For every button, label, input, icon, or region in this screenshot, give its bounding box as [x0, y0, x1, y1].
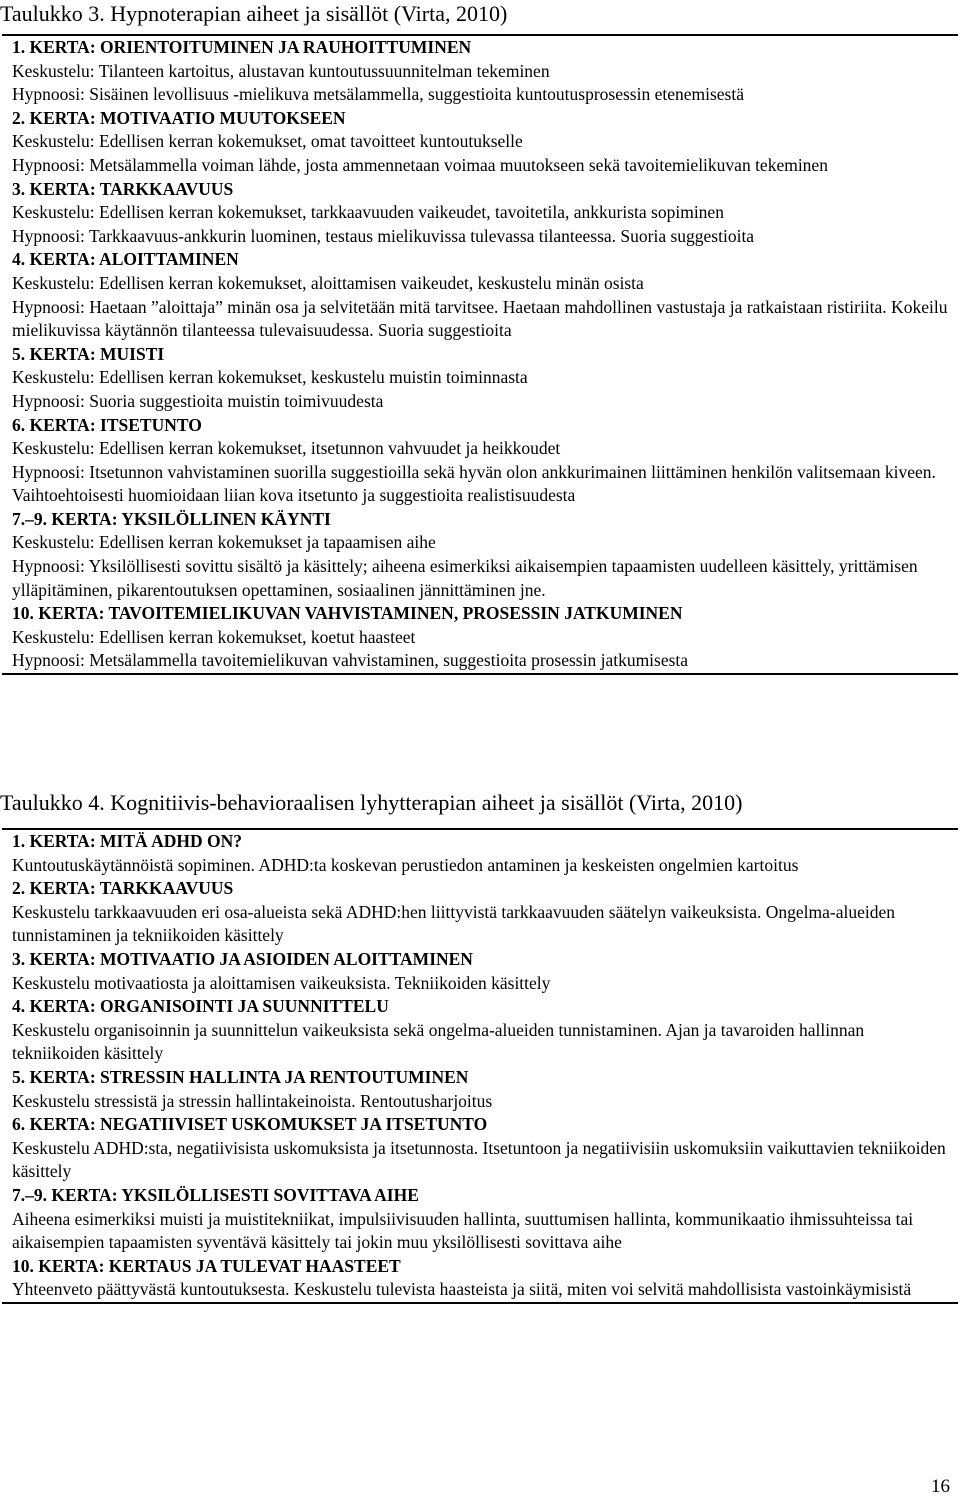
section-title: 4. KERTA: ALOITTAMINEN: [12, 249, 239, 270]
section-line: Keskustelu: Edellisen kerran kokemukset, koetut haasteet: [12, 626, 416, 647]
section-title: 1. KERTA: MITÄ ADHD ON?: [12, 831, 242, 851]
section-title: 10. KERTA: TAVOITEMIELIKUVAN VAHVISTAMINEN, PROSESSIN JATKUMINEN: [12, 603, 683, 624]
section-line: Hypnoosi: Haetaan ”aloittaja” minän osa ja selvitetään mitä tarvitsee. Haetaan mahdollinen vastustaja ja ratkaistaan ristiriita. Kokeilu mielikuvissa käytännön tilanteessa tulevaisuudessa. Suoria suggestioita: [12, 296, 948, 341]
section-line: Keskustelu: Tilanteen kartoitus, alustavan kuntoutussuunnitelman tekeminen: [12, 60, 550, 81]
section-line: Yhteenveto päättyvästä kuntoutuksesta. Keskustelu tulevista haasteista ja siitä, miten voi selvitä mahdollisista vastoinkäymisistä: [12, 1279, 912, 1300]
section-line: Kuntoutuskäytännöistä sopiminen. ADHD:ta koskevan perustiedon antaminen ja keskeisten ongelmien kartoitus: [12, 854, 799, 875]
section-line: Keskustelu organisoinnin ja suunnittelun vaikeuksista sekä ongelma-alueiden tunnistaminen. Ajan ja tavaroiden hallinnan tekniikoiden käsittely: [12, 1019, 865, 1064]
section-line: Hypnoosi: Yksilöllisesti sovittu sisältö ja käsittely; aiheena esimerkiksi aikaisempien tapaamisten uudelleen käsittely, yrittämisen ylläpitäminen, pikarentoutuksen opettaminen, sosiaalinen jännittäminen jne.: [12, 556, 918, 600]
section-line: Hypnoosi: Tarkkaavuus-ankkurin luominen, testaus mielikuvissa tulevassa tilanteessa. Suoria suggestioita: [12, 225, 755, 246]
section-line: Keskustelu stressistä ja stressin hallintakeinoista. Rentoutusharjoitus: [12, 1090, 493, 1111]
section-line: Hypnoosi: Suoria suggestioita muistin toimivuudesta: [12, 390, 384, 411]
table-3-box: [2, 34, 958, 675]
section-title: 5. KERTA: STRESSIN HALLINTA JA RENTOUTUMINEN: [12, 1066, 469, 1087]
section-line: Keskustelu: Edellisen kerran kokemukset, omat tavoitteet kuntoutukselle: [12, 131, 523, 152]
section-title: 10. KERTA: KERTAUS JA TULEVAT HAASTEET: [12, 1255, 401, 1276]
section-title: 3. KERTA: TARKKAAVUUS: [12, 178, 234, 199]
table-4-caption: Taulukko 4. Kognitiivis-behavioraalisen lyhytterapian aiheet ja sisällöt (Virta, 2010): [0, 790, 743, 815]
section-title: 6. KERTA: ITSETUNTO: [12, 414, 202, 435]
section-line: Keskustelu tarkkaavuuden eri osa-alueista sekä ADHD:hen liittyvistä tarkkaavuuden säätelyn vaikeuksista. Ongelma-alueiden tunnistaminen ja tekniikoiden käsittely: [12, 901, 895, 946]
section-line: Keskustelu motivaatiosta ja aloittamisen vaikeuksista. Tekniikoiden käsittely: [12, 972, 551, 993]
section-title: 2. KERTA: MOTIVAATIO MUUTOKSEEN: [12, 107, 346, 128]
section-line: Keskustelu ADHD:sta, negatiivisista uskomuksista ja itsetunnosta. Itsetuntoon ja negatiivisiin uskomuksiin vaikuttavien tekniikoiden käsittely: [12, 1137, 946, 1182]
section-title: 1. KERTA: ORIENTOITUMINEN JA RAUHOITTUMINEN: [12, 37, 472, 57]
section-line: Aiheena esimerkiksi muisti ja muistitekniikat, impulsiivisuuden hallinta, suuttumisen hallinta, kommunikaatio ihmissuhteissa tai aikaisempien tapaamisten syventävä käsittely tai jokin muu yksilöllisesti sovittava aihe: [12, 1208, 914, 1253]
section-line: Hypnoosi: Sisäinen levollisuus -mielikuva metsälammella, suggestioita kuntoutusprosessin etenemisestä: [12, 84, 744, 105]
section-title: 3. KERTA: MOTIVAATIO JA ASIOIDEN ALOITTAMINEN: [12, 948, 473, 969]
section-title: 7.–9. KERTA: YKSILÖLLISESTI SOVITTAVA AIHE: [12, 1184, 419, 1205]
section-line: Keskustelu: Edellisen kerran kokemukset ja tapaamisen aihe: [12, 532, 436, 553]
section-line: Keskustelu: Edellisen kerran kokemukset, itsetunnon vahvuudet ja heikkoudet: [12, 438, 561, 459]
section-title: 2. KERTA: TARKKAAVUUS: [12, 878, 234, 899]
section-line: Hypnoosi: Metsälammella voiman lähde, josta ammennetaan voimaa muutokseen sekä tavoitemielikuvan tekeminen: [12, 154, 828, 175]
section-line: Keskustelu: Edellisen kerran kokemukset, tarkkaavuuden vaikeudet, tavoitetila, ankkurista sopiminen: [12, 202, 724, 223]
section-title: 6. KERTA: NEGATIIVISET USKOMUKSET JA ITSETUNTO: [12, 1114, 488, 1135]
section-title: 7.–9. KERTA: YKSILÖLLINEN KÄYNTI: [12, 508, 331, 529]
section-title: 4. KERTA: ORGANISOINTI JA SUUNNITTELU: [12, 996, 389, 1017]
table-3-caption: Taulukko 3. Hypnoterapian aiheet ja sisällöt (Virta, 2010): [0, 1, 508, 26]
page-number: 16: [931, 1476, 950, 1497]
section-line: Hypnoosi: Metsälammella tavoitemielikuvan vahvistaminen, suggestioita prosessin jatkumisesta: [12, 650, 689, 671]
section-title: 5. KERTA: MUISTI: [12, 343, 165, 364]
section-line: Hypnoosi: Itsetunnon vahvistaminen suorilla suggestioilla sekä hyvän olon ankkurimainen liittäminen henkilön valitsemaan kiveen. Vaihtoehtoisesti huomioidaan liian kova itsetunto ja suggestioita realistisuudesta: [12, 461, 936, 506]
section-line: Keskustelu: Edellisen kerran kokemukset, keskustelu muistin toiminnasta: [12, 367, 528, 388]
section-line: Keskustelu: Edellisen kerran kokemukset, aloittamisen vaikeudet, keskustelu minän osista: [12, 272, 644, 293]
table-4-box: [2, 828, 958, 1304]
